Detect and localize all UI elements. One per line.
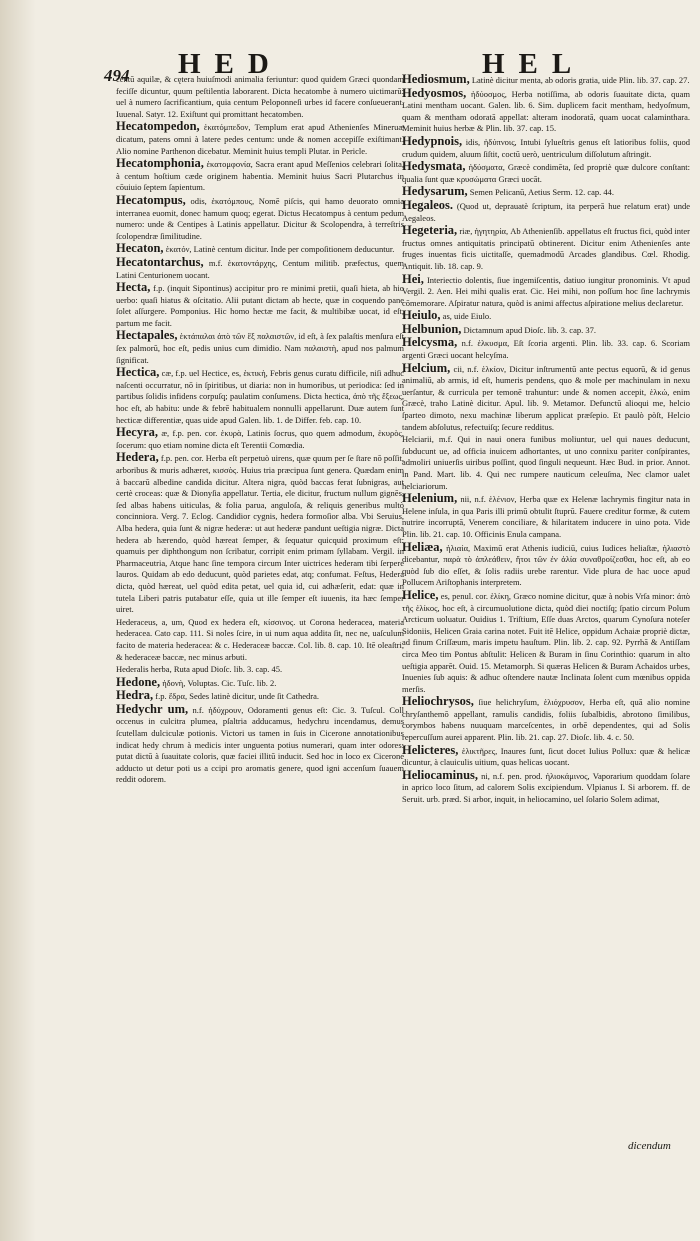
headword: Helcium, bbox=[402, 360, 451, 375]
dictionary-entry bbox=[116, 367, 404, 426]
headword: Hecaton, bbox=[116, 241, 164, 256]
headword: Heliocaminus, bbox=[402, 767, 479, 782]
entry-text: Hederaceus, a, um, Quod ex hedera eſt, κίσσινος. ut Corona hederacea, materia hederacea. Cato cap. 111. Si noles ſcire, in ui num aqua addita ſit, nec ne, uaſculum facito de materia hederacea: & c. Hederaceæ baccæ. Col. lib. 8. cap. 10. Itē oleaſtri, & hederaceæ baccæ, nec minus arbuti. bbox=[116, 616, 404, 662]
left-column bbox=[116, 74, 404, 1154]
dictionary-entry bbox=[402, 539, 690, 589]
entry-text: riæ, ἡγητηρία, Ab Athenienſib. appellatus eſt fructus fici, quòd inter fructus omnes antiquitatis principatū obtinerent. Dicitur enim Athenienſes ante fruges inuentas ficis uictitaſſe, quemadmodū Arcades glandibus. Cœl. Rhodig. Antiquit. lib. 18. cap. 9. bbox=[402, 226, 690, 271]
entry-text: idis, ἡδύπνοις, Intubi ſylueſtris genus eſt latioribus foliis, quod crudum quidem, aluum ſiſtit, coctū uerò, uentriculum diſſolutum aſtringit. bbox=[402, 136, 690, 159]
entry-text: cæ, f.p. uel Hectice, es, ἑκτικὴ, Febris genus curatu difficile, niſi adhuc naſcenti occurratur, nō in ſpiritibus, ut diaria: non in humoribus, ut periodica: ſed in partibus ſolidis infidens corpuſq; paulatim conſumens. Dicta hectica, ἀπὸ τῆς ἕξεως, hoc eſt, ab habitu: unde & febrē habitualem nonnulli appellarunt. Duæ autem ſunt hecticæ differentiæ, quas uide apud Galen. lib. 1. de Differ. feb. cap. 10. bbox=[116, 368, 404, 425]
headword: Hecatontarchus, bbox=[116, 254, 204, 269]
entry-text: cii, n.f. ἑλκίον, Dicitur inſtrumentū ante pectus equorū, & id genus animaliū, ab armis, id eſt, humeris pendens, quo & mole per machinulam in nexu uerſantur, & curricula per temonē trahuntur: unde & nomen accepit, ἑλκώ, enim Græcè, traho Latinè dicitur. Apul. lib. 9. Metamor. Defunctū alioqui me, helcio ſparteo dimoto, nexu machinæ liberum applicat præſepio. Et paulò pòſt, Helcio tandem abſolutus, refectuiſq; ſecure redditus. bbox=[402, 363, 690, 432]
dictionary-entry bbox=[116, 192, 404, 242]
right-column bbox=[402, 74, 690, 1154]
entry-text: ἑκατομφονία, Sacra erant apud Meſſenios celebrari ſolita, à centum hoſtium cæde originem habentia. Meminit huius Sacri Plutarchus in cōuiuio ſeptem ſapientum. bbox=[116, 159, 404, 193]
entry-text: f.p. pen. cor. Herba eſt perpetuò uirens, quæ quum per ſe ſtare nō poſſit, arboribus & muris adhæret, κισσὸς. Huius tria præcipua ſunt genera. Quædam enim à baccarū albedine candida dicitur. Altera nigra, quòd baccas ferat ſubnigras, aut certè croceas: quæ & Dionyſia appellatur. Tertia, ele dicitur, fructum nullum gignēs, ſed albas habens uiticulas, & folia parua, anguloſa, & reliquis generibus multò concinniora. Verg. 7. Eclog. Candidior cygnis, hedera formoſior alba. Vbi Seruius, Alba hedera, quia ſunt & nigræ hederæ: ut aut hederæ pandunt ueſtigia nigræ. Dicta hedera ab hærendo, quòd hæreat ſemper, & ſequatur quicquid proximum eſt: quamuis per diphthongum non ſcribatur, corripit enim primam ſyllabam. Vergil. in Pharmaceutria, Atque hanc ſine tempora circum Inter uictrices hederam tibi ſerpere lauros. Quidam ab edo deducunt, quòd parietes edat, atq; confumat. Feſtus, Hedera dicta, quòd hæreat, uel quòd edita petat, uel quia id, cui adhæſerit, edat: quæ in tutela Liberi patris putabatur eſſe, quia ut ille ſemper eſt iuuenis, ita hæc ſemper uiret. bbox=[116, 453, 404, 615]
headword: Heliochrysos, bbox=[402, 694, 474, 709]
headword: Hedysmata, bbox=[402, 159, 466, 174]
headword: Hecta, bbox=[116, 280, 151, 295]
dictionary-entry bbox=[402, 225, 690, 272]
entry-text: ſiue helichryſum, ἑλιόχρυσον, Herba eſt, quā alio nomine chryſanthemō appellant, ramulis candidis, foliis ſubalbidis, abrotono ſimilibus, corymbos habens nuuquam marceſcentes, in orbē dependentes, qui ad Solis repercuſſum aurei apparent. Plin. lib. 21. cap. 27. Dioſc. lib. 4. c. 50. bbox=[402, 697, 690, 743]
entry-text: æ, f.p. pen. cor. ἑκυρὰ, Latinis ſocrus, quo quem admodum, ἑκυρὸς, ſocerum: quo etiam nomine dicta eſt Terentii Comœdia. bbox=[116, 428, 404, 450]
headword: Hedypnois, bbox=[402, 133, 463, 148]
dictionary-entry bbox=[402, 493, 690, 540]
entry-text: es, penul. cor. ἑλίκη, Græco nomine dicitur, quæ à nobis Vrſa minor: ἀπὸ τῆς ἑλίκος, hoc eſt, à circumuolutione dicta, quòd diei noctiſq; ſpatio circum Polum Arcticum uoluatur. Ouidius 1. Triſtium, Eſſe duas Arctos, quarum Cynoſura noteſer Sidoniis, Helicen Graia carina notet. Fuit itē Helice, oppidum Achaiæ propriè dictæ, ad finum Criſſæum, maris impetu hauſtum. Plin. lib. 2. cap. 92. Pyrrhā & Antiſſam circa Meo tim Pontus abſtulit: Helicen & Buram in ſinu Corinthio: quarum in alto ueſtigia apparēt. Ouid. 15. Metamorph. Si quæras Helicen & Buram Achaidos urbes, Inuenies ſub aquis: & adhuc oſtendere nautæ Inclinata ſolent cum mœnibus oppida merſis. bbox=[402, 590, 690, 694]
dictionary-entry bbox=[402, 767, 690, 806]
entry-text: Dictamnum apud Dioſc. lib. 3. cap. 37. bbox=[463, 324, 596, 335]
running-head-left: HED bbox=[178, 48, 283, 80]
page-number: 494 bbox=[104, 66, 130, 85]
dictionary-entry bbox=[116, 158, 404, 194]
entry-text: ἡλιαία, Maximū erat Athenis iudiciū, cuius Iudices heliaſtæ, ἡλιαστὸ dicebantur, παρὰ τὸ ἁπλεάθειν, ἤτοι τῶν ἐν ἁλία συναθροίζεσθαι, hoc eſt, ab eo quòd ſub dio eſſet, & ſolis radiis urebe rarentur. Vide plura de hac uoce apud Pollucem Ariſtophanis interpretem. bbox=[402, 542, 690, 588]
dictionary-entry bbox=[402, 696, 690, 743]
headword: Hedysarum, bbox=[402, 184, 468, 199]
entry-text: ἑκατόν, Latinè centum dicitur. Inde per compoſitionem deducuntur. bbox=[165, 244, 395, 255]
catchword: dicendum bbox=[628, 1140, 671, 1152]
page-gutter-shadow bbox=[0, 0, 36, 1241]
dictionary-entry bbox=[116, 674, 404, 690]
dictionary-entry bbox=[116, 701, 404, 786]
dictionary-entry bbox=[402, 587, 690, 695]
headword: Helicteres, bbox=[402, 742, 459, 757]
entry-text: as, uide Eiulo. bbox=[442, 311, 492, 322]
headword: Helbunion, bbox=[402, 321, 462, 336]
headword: Hediosmum, bbox=[402, 74, 470, 86]
headword: Heliæa, bbox=[402, 539, 443, 554]
entry-text: n.f. ἑλκυσμα, Eſt ſcoria argenti. Plin. lib. 33. cap. 6. Scoriam argenti Græci uocant helcyſma. bbox=[402, 338, 690, 361]
entry-text: n.f. ἡδύχρουν, Odoramenti genus eſt: Cic. 3. Tuſcul. Coll occenus in culcitra plumea, pſaltria adducamus, hedychru incendamus, demus ſcutellam dulciculæ potionis. Victori us tamen in ſuis in Cicerone annotationibus indicat hedy chrum à medicis inter unguenta potius numerari, quam inter odores: putat dictū à ſuauitate coloris, quæ faciei illitū inducit. Sed hoc in loco ex Cicerone adducto ut detur poti us a ccipi pro aromatis genere, quod igni accenſum ſuauem reddit odorem. bbox=[116, 704, 404, 785]
entry-text: (Quod ut, deprauatè ſcriptum, ita perperā hue relatum erat) unde Aegaleos. bbox=[402, 200, 690, 223]
headword: Hecatompus, bbox=[116, 192, 186, 207]
headword: Hedyosmos, bbox=[402, 85, 467, 100]
dictionary-entry bbox=[116, 617, 404, 663]
entry-text: f.p. (inquit Sipontinus) accipitur pro re minimi pretii, quaſi hieta, ab hio uerbo: quaſi hiatus & oſcitatio. Alii putant dictam ab hecte, quæ in coquendo pane ſolet aſſurgere. Pomponius. Hic homo hectæ me facit, & multibibæ uocat, id eſt, partum me facit. bbox=[116, 283, 404, 328]
dictionary-entry bbox=[116, 330, 404, 366]
dictionary-entry bbox=[116, 452, 404, 615]
headword: Heiulo, bbox=[402, 308, 441, 323]
entry-text: ἡδύσματα, Græcè condimēta, ſed propriè quæ dulcore conſtant: qualia ſunt quæ κρυσώματα Græci uocāt. bbox=[402, 162, 690, 184]
dictionary-entry bbox=[402, 434, 690, 492]
headword: Hectapales, bbox=[116, 328, 178, 343]
headword: Hei, bbox=[402, 271, 424, 286]
entry-text: centū aquilæ, & cętera huiuſmodi animalia feriuntur: quod quidem Græci quondam feciſſe dicuntur, quum peſtilentia laborarent. Dicta hecatombe à numero uictimarū: uel à numero ſacrificantium, quia centum Peloponneſi urbes id facere conſueuerant. Iuuenal. Satyr. 12. Exiſtunt qui promittant hecatomben. bbox=[116, 74, 404, 119]
entry-text: ἡδύοσμος, Herba notiſſima, ab odoris ſuauitate dicta, quam Latini mentham uocant. Galen. lib. 6. Sim. duplicem facit mentham, hedyoſmum, quam & mentham odoratā appellat: alteram inodoratā, quam uocat calaminthara. Meminit huius herbæ & Plin. lib. 37. cap. 15. bbox=[402, 88, 690, 134]
entry-text: Hederalis herba, Ruta apud Dioſc. lib. 3. cap. 45. bbox=[116, 664, 283, 675]
headword: Hegaleos. bbox=[402, 197, 454, 212]
entry-text: f.p. ἕδρα, Sedes latinè dicitur, unde ſit Cathedra. bbox=[155, 691, 319, 702]
entry-text: ἑκατόμπεδον, Templum erat apud Athenienſes Mineruæ dicatum, patens omni à latere pedes centum: unde & nomen accepiſſe exiſtimant. Alio nomine Parthenon dicebatur. Meminit huius templi Plutar. in Pericle. bbox=[116, 122, 404, 156]
entry-text: ἑκτάπαλαι ἀπὸ τῶν ἓξ παλαιστῶν, id eſt, à ſex palaſtis menſura eſt ſex palmorū, hoc eſt, pedis unius cum dimidio. Nam παλαιστὴ, apud nos palmum ſignificat. bbox=[116, 331, 404, 365]
dictionary-entry bbox=[116, 254, 404, 281]
dictionary-entry bbox=[116, 121, 404, 157]
dictionary-entry bbox=[116, 427, 404, 451]
entry-text: Interiectio dolentis, ſiue ingemiſcentis, datiuo iungitur pronominis. Vt apud Vergil. 2. Aen. Hei mihi qualis erat. Cic. Hei mihi, non poſſum hoc ſine lachrymis cōmemorare. Aſpiratur natura, quòd is animi affectus aſpiratione melius declaretur. bbox=[402, 274, 690, 308]
headword: Hectica, bbox=[116, 365, 160, 380]
headword: Hedone, bbox=[116, 674, 161, 689]
dictionary-entry bbox=[402, 360, 690, 434]
entry-text: ἡδονὴ, Voluptas. Cic. Tuſc. lib. 2. bbox=[162, 677, 277, 688]
dictionary-entry bbox=[116, 282, 404, 329]
dictionary-entry bbox=[402, 161, 690, 185]
headword: Helcysma, bbox=[402, 335, 458, 350]
entry-text: ἑλικτῆρες, Inaures ſunt, ſicut docet Iulius Pollux: quæ & helicæ dicuntur, à clauiculis uitium, quas helicas uocant. bbox=[402, 745, 690, 768]
dictionary-entry bbox=[402, 85, 690, 135]
entry-text: odis, ἑκατόμπους, Nomē piſcis, qui hamo deuorato omnia interranea euomit, donec hamum quoq; egerat. Dictus Hecatompus à centum pedum numero: unde & Centipes à Latinis appellatur. Dicitur & Scolopendra, à terreſtris ſcolopendræ ſimilitudine. bbox=[116, 195, 404, 241]
dictionary-entry bbox=[402, 337, 690, 361]
headword: Hecatompedon, bbox=[116, 119, 200, 134]
entry-text: ni, n.f. pen. prod. ἡλιοκάμινος, Vaporarium quoddam ſolare in aprico loco ſitum, ad calorem Solis excipiendum. Vlpianus I. Si arborem. ff. de Seruit. urb. præd. Si arbor, inquit, in heliocamino, uel ſolario Solem adimat, bbox=[402, 770, 690, 805]
entry-text: Helciarii, m.f. Qui in naui onera funibus moliuntur, uel qui naues deducunt, ſubducunt ue, ad officia inuicem adhortantes, ut uno connixu pariter conſpirantes, admoliri uniuerſis uiribus poſſint, quod ſinguli nequeunt. Hæc Bud. in prior. Annot. in Pand. Mart. lib. 4. Qui nec rumpere nauticum celeuſma, Nec clamor ualet helciariorum. bbox=[402, 434, 690, 491]
entry-text: Latinè dicitur menta, ab odoris gratia, uide Plin. lib. 37. cap. 27. bbox=[471, 75, 690, 85]
headword: Hecyra, bbox=[116, 425, 158, 440]
entry-text: Semen Pelicanū, Aetius Serm. 12. cap. 44. bbox=[469, 187, 614, 198]
entry-text: m.f. ἑκατοντάρχης, Centum militib. præfectus, quem Latini Centurionem uocant. bbox=[116, 257, 404, 280]
headword: Hegeteria, bbox=[402, 223, 458, 238]
dictionary-entry bbox=[402, 133, 690, 160]
headword: Hedera, bbox=[116, 450, 159, 465]
headword: Helenium, bbox=[402, 491, 458, 506]
headword: Hedychr um, bbox=[116, 701, 189, 716]
running-head-right: HEL bbox=[482, 48, 586, 80]
headword: Hecatomphonia, bbox=[116, 156, 204, 171]
dictionary-entry bbox=[116, 74, 404, 120]
dictionary-entry bbox=[402, 742, 690, 769]
dictionary-entry bbox=[402, 197, 690, 224]
entry-text: nii, n.f. ἑλένιον, Herba quæ ex Helenæ lachrymis fingitur nata in Helene inſula, in qua Paris illi primū obtulit ſtuprū. Fauere creditur formæ, & cutem nutrire incorruptā, Venerem conciliare, & hilaritatem inducere in uino pota. Vide Plin. lib. 21. cap. 10. Officinis Enula campana. bbox=[402, 494, 690, 539]
headword: Hedra, bbox=[116, 688, 154, 703]
dictionary-entry bbox=[402, 271, 690, 310]
headword: Helice, bbox=[402, 587, 439, 602]
